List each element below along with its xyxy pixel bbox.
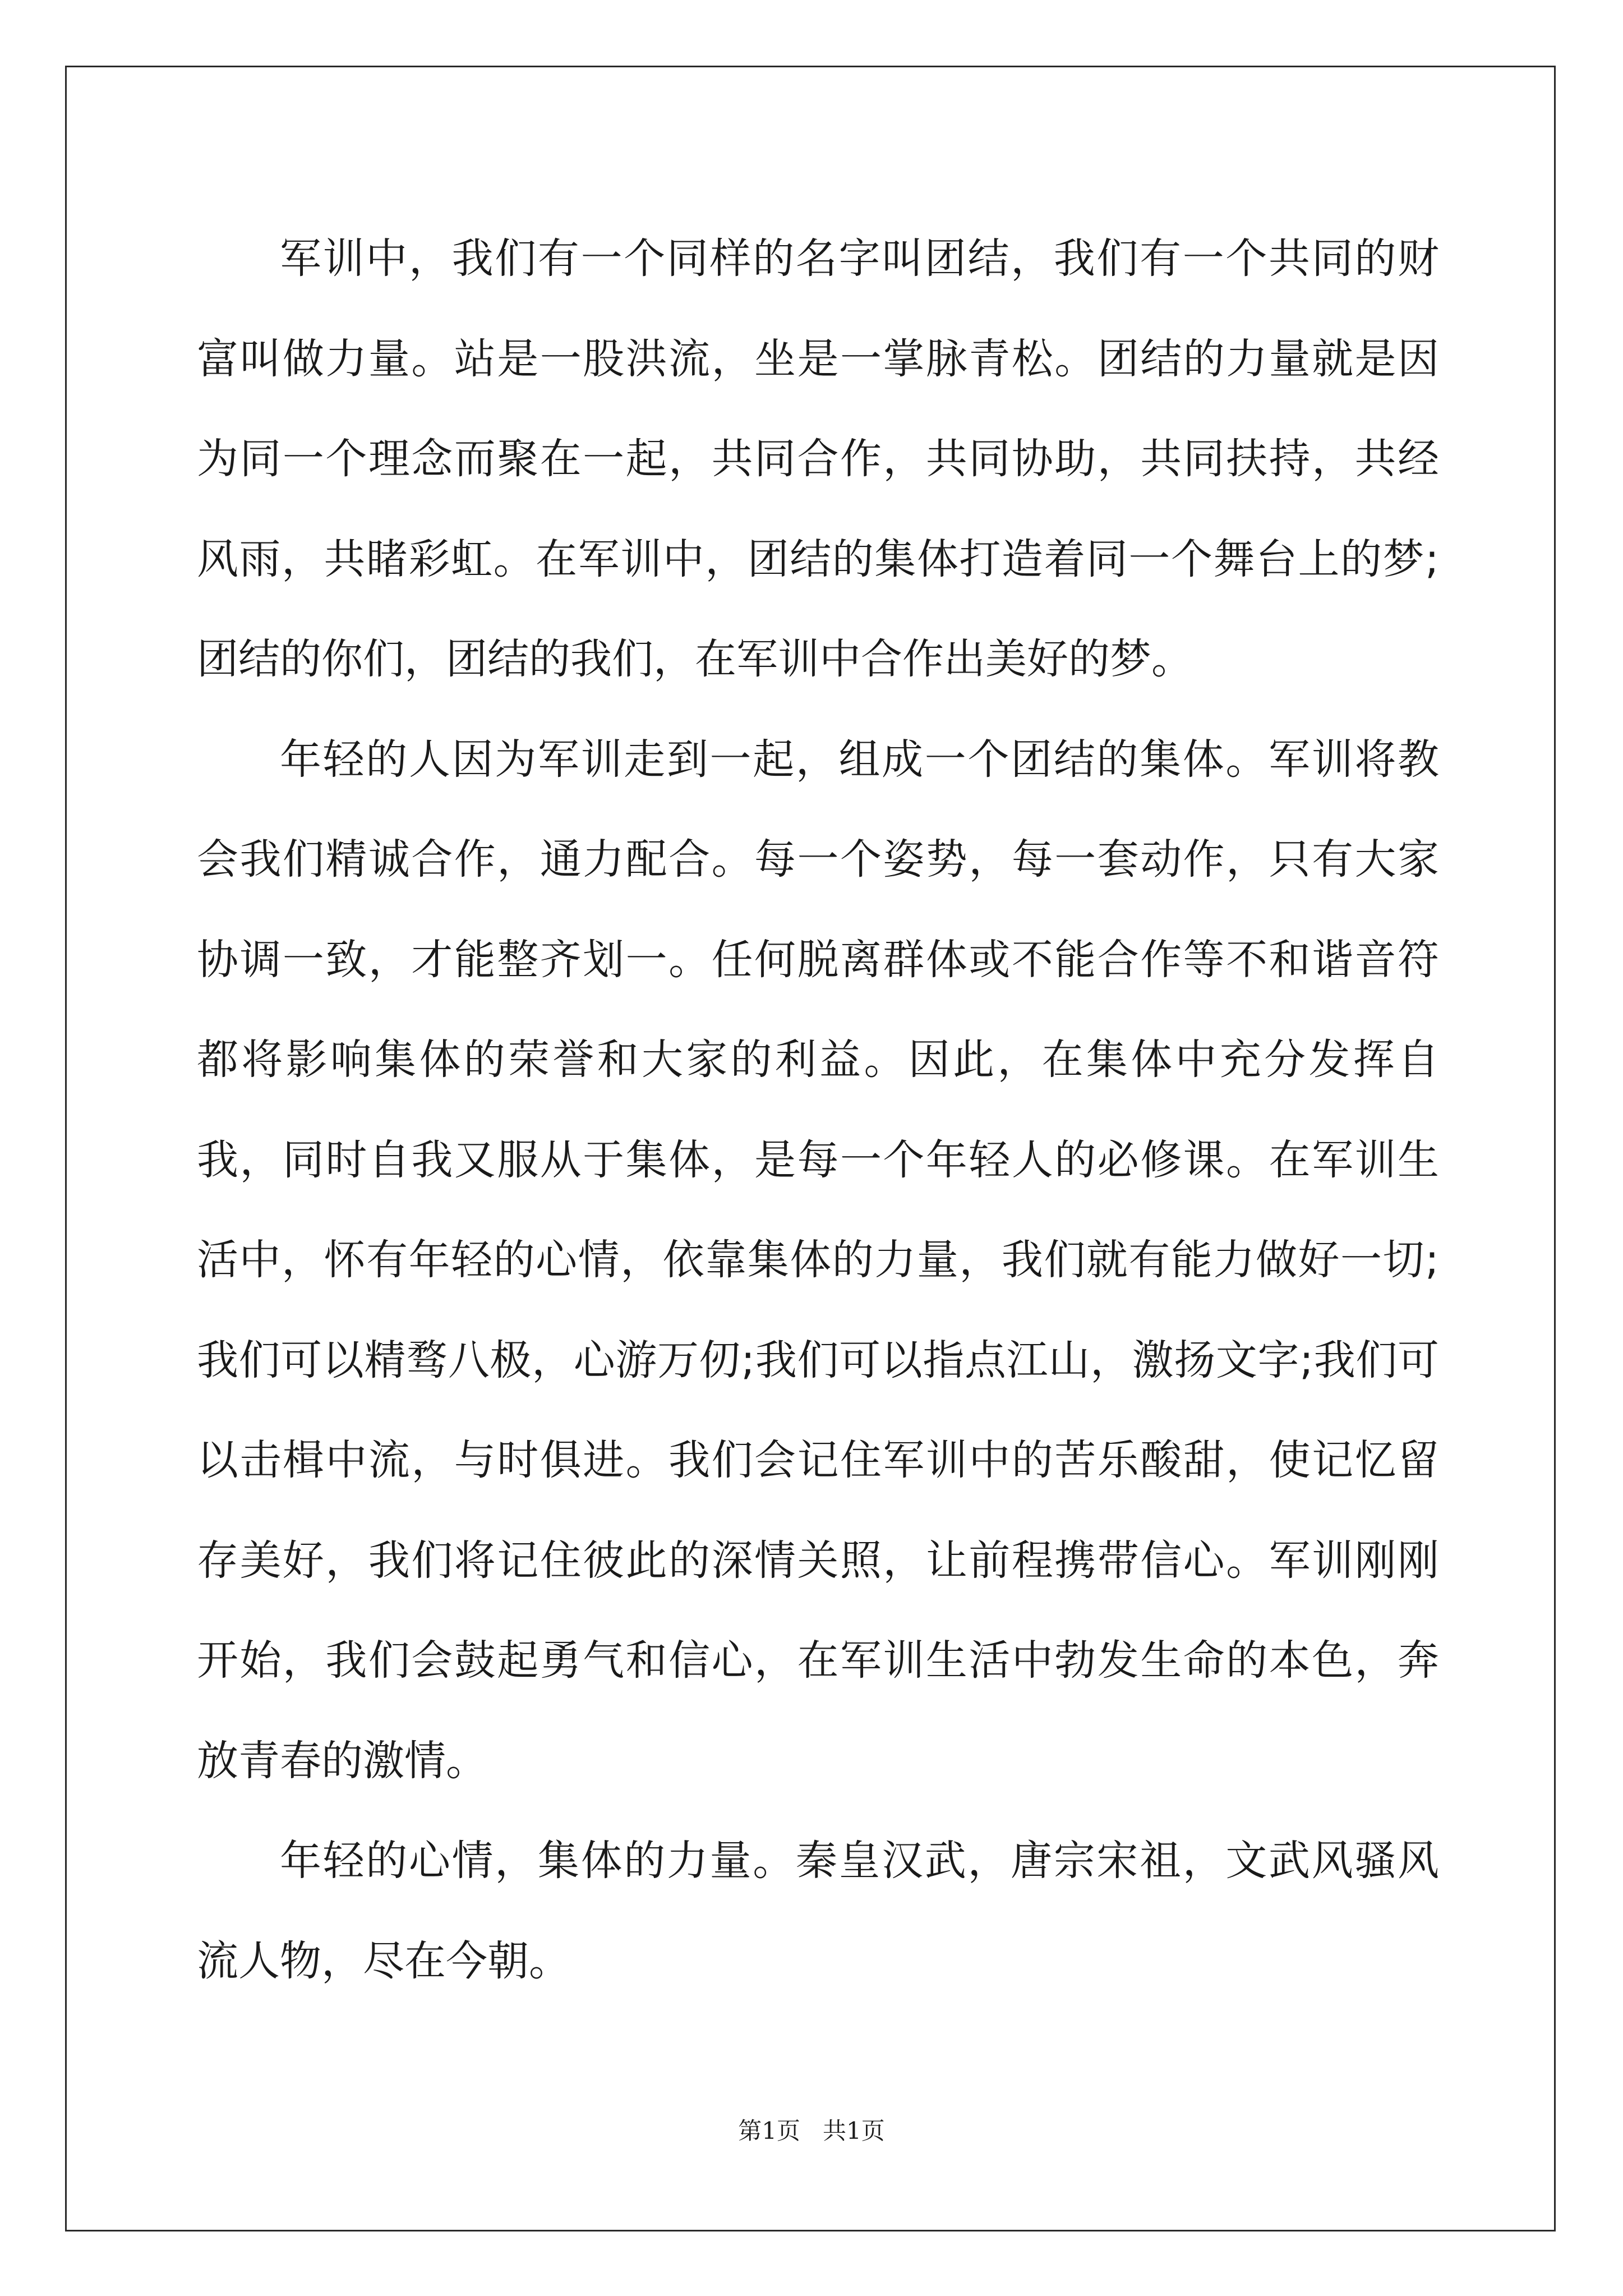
- paragraph-3: 年轻的心情，集体的力量。秦皇汉武，唐宗宋祖，文武风骚风流人物，尽在今朝。: [197, 1837, 1439, 1985]
- document-body: [197, 209, 1439, 2011]
- page-footer: 第1页 共1页: [738, 2117, 885, 2145]
- paragraph-2: 年轻的人因为军训走到一起，组成一个团结的集体。军训将教会我们精诚合作，通力配合。每一个姿势，每一套动作，只有大家协调一致，才能整齐划一。任何脱离群体或不能合作等不和谐音符都将影响集体的荣誉和大家的利益。因此，在集体中充分发挥自我，同时自我又服从于集体，是每一个年轻人的必修课。在军训生活中，怀有年轻的心情，依靠集体的力量，我们就有能力做好一切;我们可以精骛八极，心游万仞;我们可以指点江山，激扬文字;我们可以击楫中流，与时俱进。我们会记住军训中的苦乐酸甜，使记忆留存美好，我们将记住彼此的深情关照，让前程携带信心。军训刚刚开始，我们会鼓起勇气和信心，在军训生活中勃发生命的本色，奔放青春的激情。: [197, 735, 1439, 1785]
- paragraph-1: 军训中，我们有一个同样的名字叫团结，我们有一个共同的财富叫做力量。站是一股洪流，坐是一掌脉青松。团结的力量就是因为同一个理念而聚在一起，共同合作，共同协助，共同扶持，共经风雨，共睹彩虹。在军训中，团结的集体打造着同一个舞台上的梦;团结的你们，团结的我们，在军训中合作出美好的梦。: [197, 234, 1439, 683]
